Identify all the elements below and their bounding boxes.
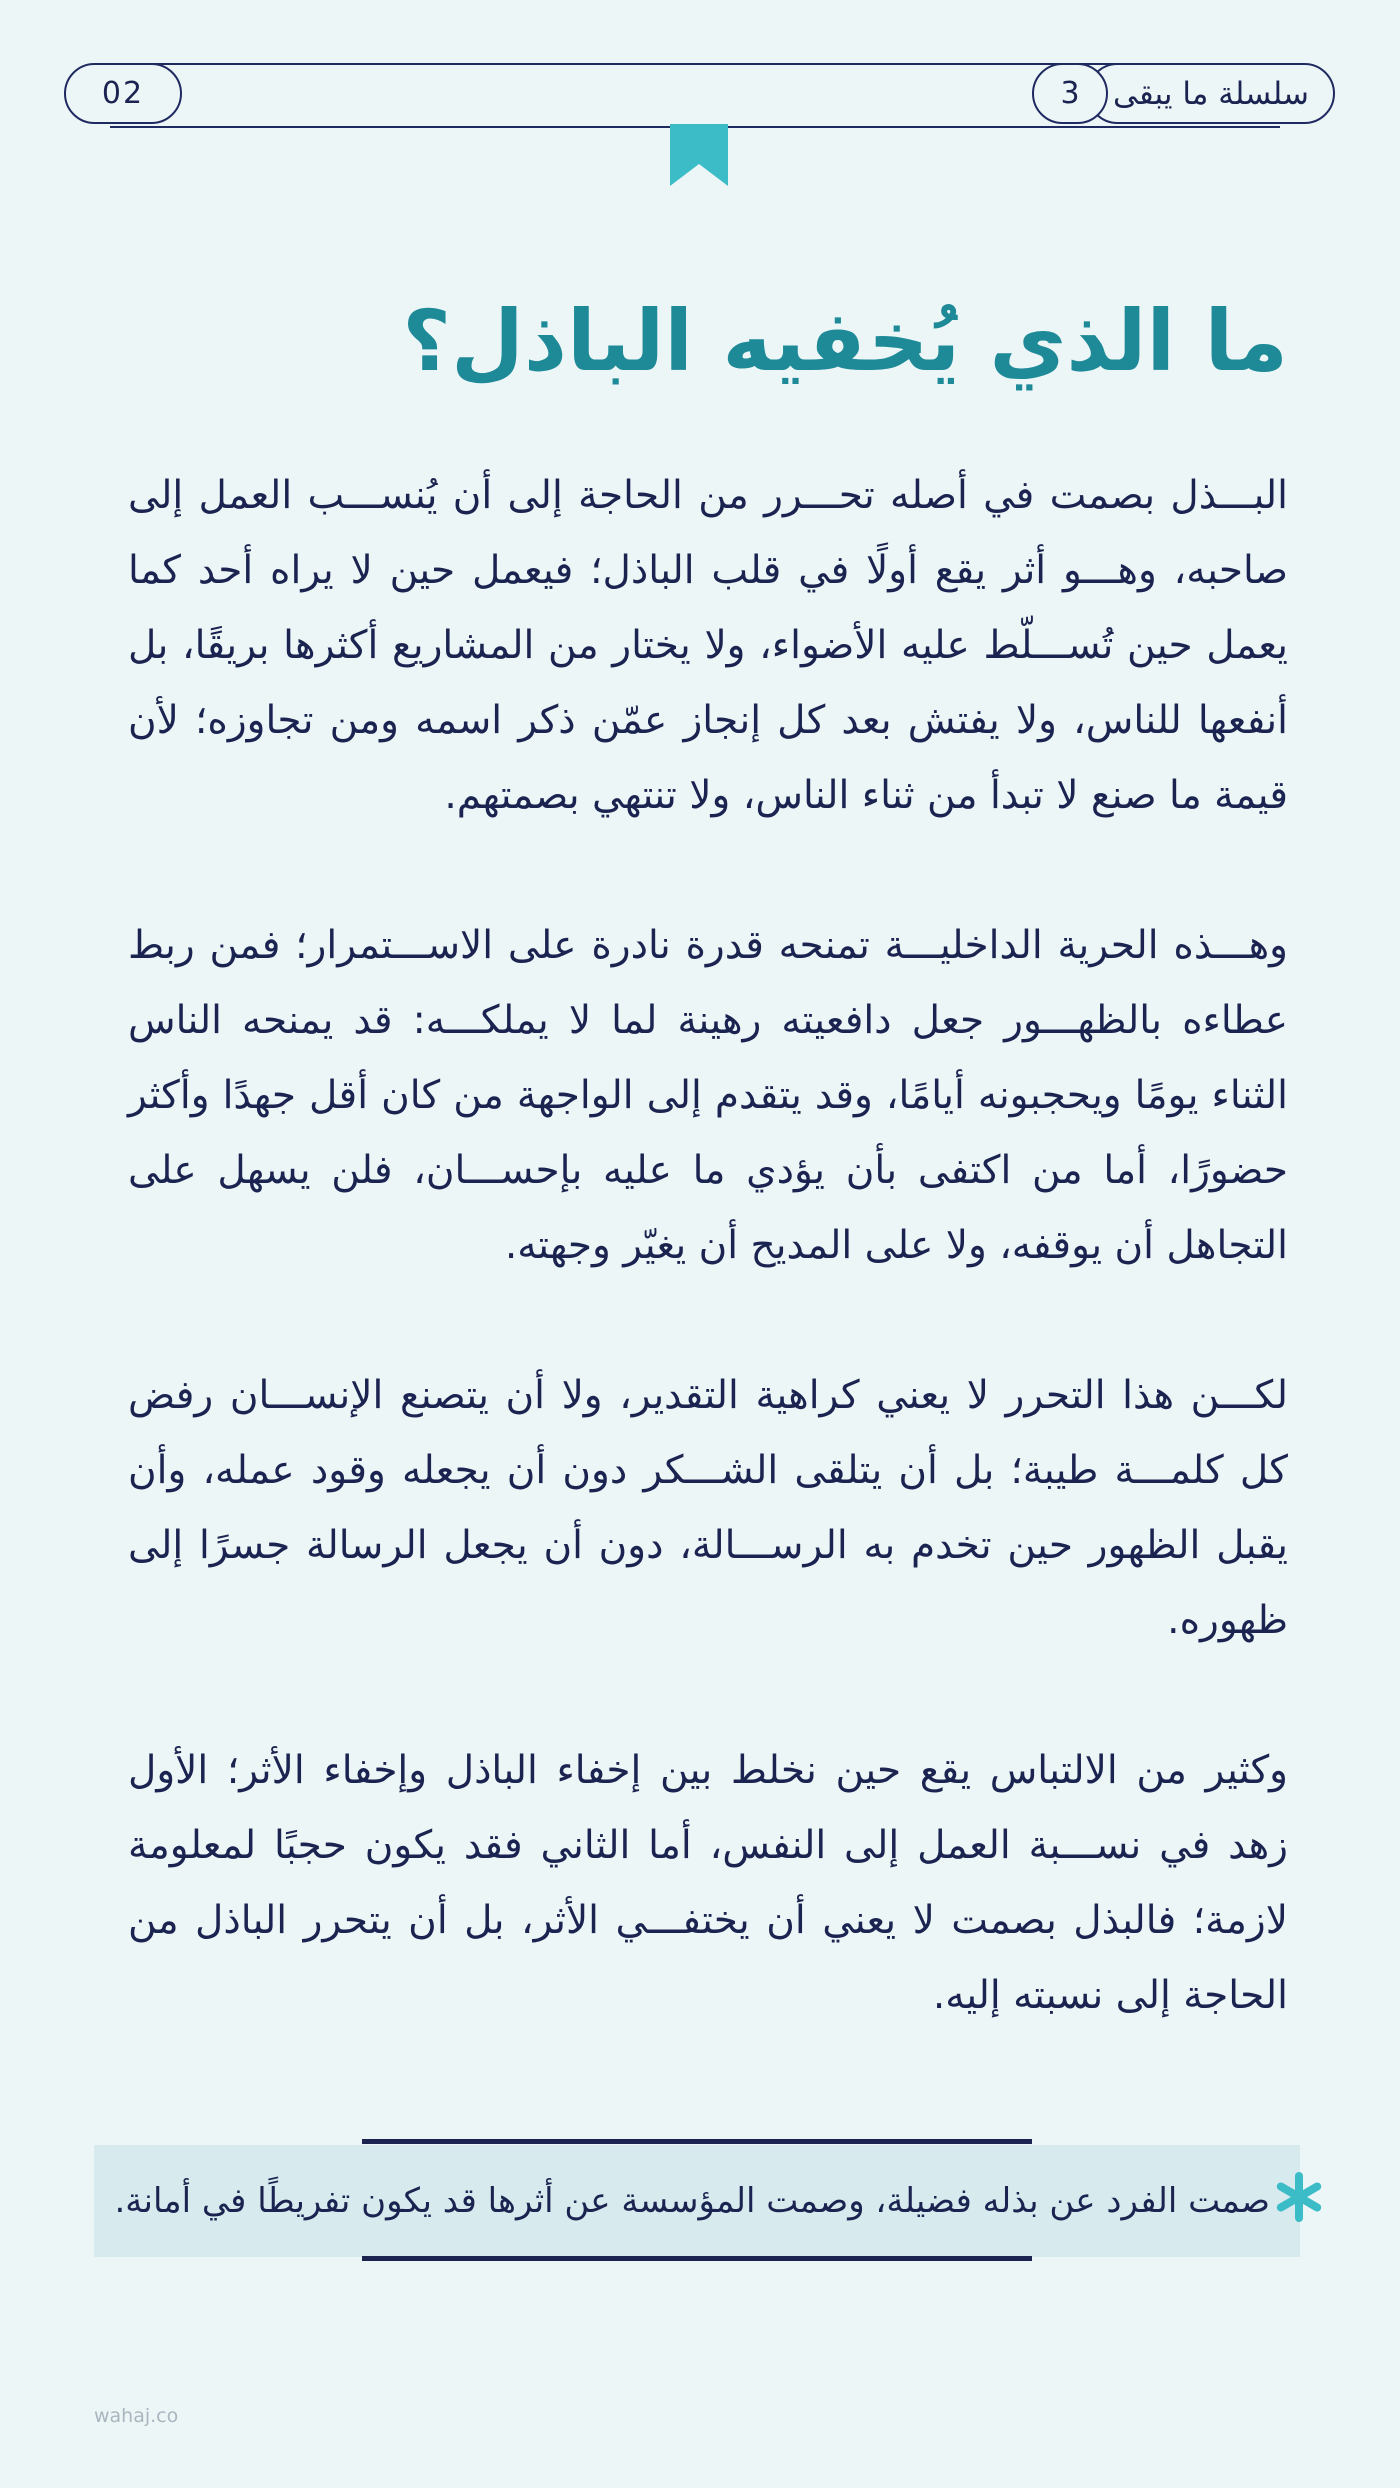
series-number: 3 [1060, 76, 1080, 111]
article-body [128, 458, 1288, 2108]
paragraph-3: لكـــن هذا التحرر لا يعني كراهية التقدير، ولا أن يتصنع الإنســـان رفض كل كلمـــة طيبة؛ بل أن يتلقى الشـــكر دون أن يجعله وقود عمله، وأن يقبل الظهور حين تخدم به الرســـالة، دون أن يجعل الرسالة جسرًا إلى ظهوره. [128, 1373, 1288, 1643]
page-number: 02 [101, 76, 145, 111]
pull-quote-rule-bottom [362, 2256, 1032, 2261]
asterisk-icon [1274, 2172, 1324, 2222]
series-title: سلسلة ما يبقى [1112, 75, 1310, 112]
paragraph-4: وكثير من الالتباس يقع حين نخلط بين إخفاء الباذل وإخفاء الأثر؛ الأول زهد في نســـبة العمل إلى النفس، أما الثاني فقد يكون حجبًا لمعلومة لازمة؛ فالبذل بصمت لا يعني أن يختفـــي الأثر، بل أن يتحرر الباذل من الحاجة إلى نسبته إليه. [128, 1748, 1288, 2018]
pull-quote-rule-top [362, 2139, 1032, 2144]
series-number-badge [1032, 63, 1108, 124]
footer-site: wahaj.co [94, 2405, 179, 2427]
pull-quote-text: صمت الفرد عن بذله فضيلة، وصمت المؤسسة عن أثرها قد يكون تفريطًا في أمانة. [114, 2181, 1270, 2221]
paragraph-2: وهـــذه الحرية الداخليـــة تمنحه قدرة نادرة على الاســـتمرار؛ فمن ربط عطاءه بالظهـــور جعل دافعيته رهينة لما لا يملكـــه: قد يمنحه الناس الثناء يومًا ويحجبونه أيامًا، وقد يتقدم إلى الواجهة من كان أقل جهدًا وأكثر حضورًا، أما من اكتفى بأن يؤدي ما عليه بإحســـان، فلن يسهل على التجاهل أن يوقفه، ولا على المديح أن يغيّر وجهته. [128, 923, 1288, 1268]
series-title-badge [1087, 63, 1335, 124]
bookmark-icon [670, 124, 728, 186]
page-title: ما الذي يُخفيه الباذل؟ [402, 292, 1288, 390]
paragraph-1: البـــذل بصمت في أصله تحـــرر من الحاجة إلى أن يُنســـب العمل إلى صاحبه، وهـــو أثر يقع أولًا في قلب الباذل؛ فيعمل حين لا يراه أحد كما يعمل حين تُســـلّط عليه الأضواء، ولا يختار من المشاريع أكثرها بريقًا، بل أنفعها للناس، ولا يفتش بعد كل إنجاز عمّن ذكر اسمه ومن تجاوزه؛ لأن قيمة ما صنع لا تبدأ من ثناء الناس، ولا تنتهي بصمتهم. [128, 473, 1288, 818]
page-number-badge [64, 63, 182, 124]
